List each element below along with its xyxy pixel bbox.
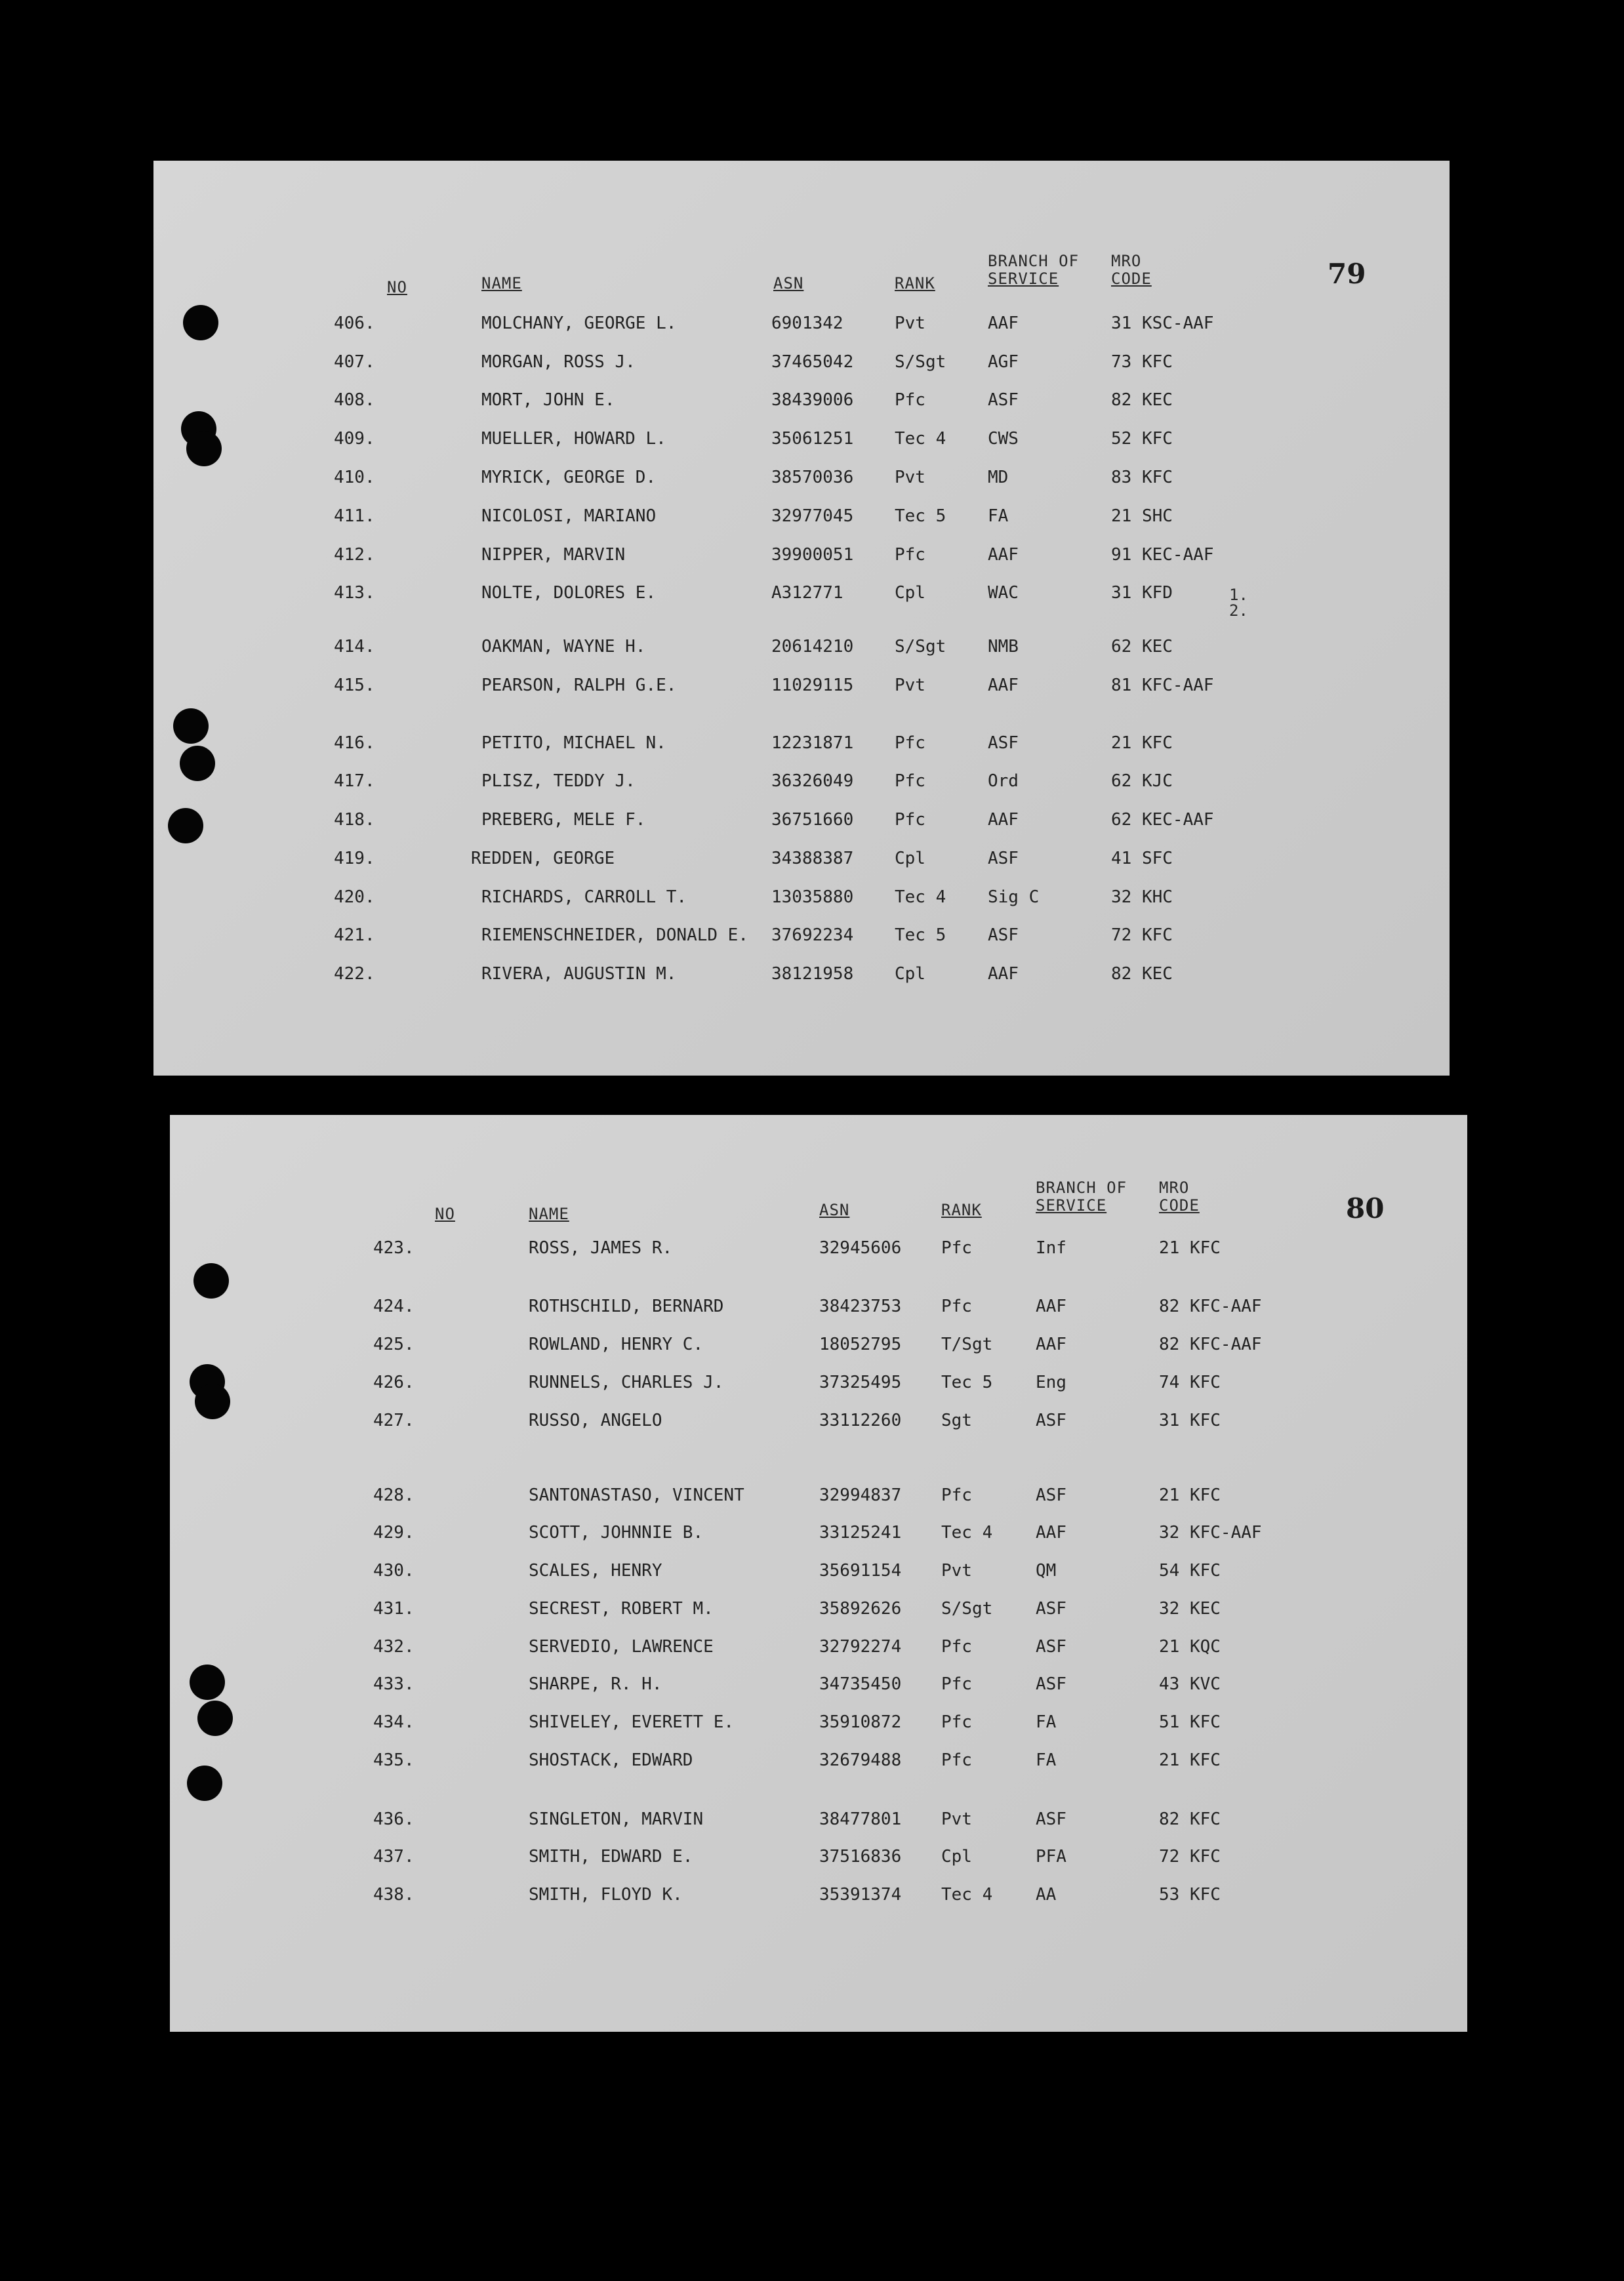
roster-row bbox=[153, 387, 1450, 413]
page-number: 80 bbox=[1346, 1192, 1385, 1224]
row-mro: 72 KFC bbox=[1111, 925, 1173, 945]
row-asn: 39900051 bbox=[771, 545, 854, 565]
row-name: MORGAN, ROSS J. bbox=[481, 352, 636, 372]
row-branch: AAF bbox=[1036, 1297, 1066, 1316]
roster-sheet-page-79 bbox=[153, 161, 1450, 1076]
row-asn: 38121958 bbox=[771, 964, 854, 984]
row-name: SERVEDIO, LAWRENCE bbox=[529, 1637, 714, 1657]
header-no: NO bbox=[387, 278, 407, 296]
roster-row bbox=[170, 1520, 1467, 1546]
row-number: 433. bbox=[373, 1674, 415, 1694]
row-mro: 82 KEC bbox=[1111, 964, 1173, 984]
row-asn: 35910872 bbox=[819, 1712, 902, 1732]
row-branch: AAF bbox=[988, 313, 1019, 333]
row-mro: 52 KFC bbox=[1111, 429, 1173, 449]
row-rank: Pfc bbox=[941, 1238, 972, 1258]
roster-row bbox=[170, 1747, 1467, 1773]
row-branch: FA bbox=[1036, 1712, 1057, 1732]
row-asn: 32945606 bbox=[819, 1238, 902, 1258]
row-branch: AAF bbox=[1036, 1335, 1066, 1354]
roster-row bbox=[153, 503, 1450, 529]
roster-row bbox=[170, 1558, 1467, 1584]
row-branch: AAF bbox=[1036, 1523, 1066, 1543]
row-rank: Pfc bbox=[895, 771, 925, 791]
header-branch-line2: SERVICE bbox=[1036, 1196, 1107, 1215]
row-mro: 74 KFC bbox=[1159, 1373, 1221, 1392]
roster-row bbox=[153, 884, 1450, 910]
header-branch-line1: BRANCH OF bbox=[1036, 1179, 1127, 1197]
row-rank: S/Sgt bbox=[895, 637, 946, 656]
row-branch: ASF bbox=[1036, 1599, 1066, 1619]
row-branch: AGF bbox=[988, 352, 1019, 372]
row-branch: ASF bbox=[988, 390, 1019, 410]
roster-row bbox=[153, 807, 1450, 833]
row-asn: 32994837 bbox=[819, 1485, 902, 1505]
header-no: NO bbox=[435, 1205, 455, 1223]
row-branch: PFA bbox=[1036, 1847, 1066, 1867]
row-asn: 38439006 bbox=[771, 390, 854, 410]
row-number: 421. bbox=[334, 925, 375, 945]
row-branch: ASF bbox=[1036, 1809, 1066, 1829]
header-rank: RANK bbox=[895, 274, 935, 293]
roster-row bbox=[170, 1331, 1467, 1358]
row-branch: WAC bbox=[988, 583, 1019, 603]
roster-row bbox=[170, 1369, 1467, 1396]
row-number: 412. bbox=[334, 545, 375, 565]
margin-note: 1. bbox=[1229, 586, 1248, 604]
row-name: RUNNELS, CHARLES J. bbox=[529, 1373, 724, 1392]
row-rank: Pvt bbox=[895, 468, 925, 487]
row-asn: 20614210 bbox=[771, 637, 854, 656]
roster-row bbox=[153, 730, 1450, 756]
row-branch: ASF bbox=[1036, 1411, 1066, 1430]
header-mro-line1: MRO bbox=[1159, 1179, 1190, 1197]
row-asn: 12231871 bbox=[771, 733, 854, 753]
row-name: RICHARDS, CARROLL T. bbox=[481, 887, 687, 907]
row-name: PETITO, MICHAEL N. bbox=[481, 733, 666, 753]
row-mro: 62 KJC bbox=[1111, 771, 1173, 791]
row-name: OAKMAN, WAYNE H. bbox=[481, 637, 646, 656]
header-name: NAME bbox=[529, 1205, 569, 1223]
row-rank: Tec 5 bbox=[895, 506, 946, 526]
row-mro: 21 SHC bbox=[1111, 506, 1173, 526]
row-mro: 32 KHC bbox=[1111, 887, 1173, 907]
row-rank: T/Sgt bbox=[941, 1335, 993, 1354]
row-number: 422. bbox=[334, 964, 375, 984]
row-branch: NMB bbox=[988, 637, 1019, 656]
row-asn: 6901342 bbox=[771, 313, 843, 333]
header-asn: ASN bbox=[819, 1201, 850, 1219]
row-number: 407. bbox=[334, 352, 375, 372]
row-asn: 13035880 bbox=[771, 887, 854, 907]
row-rank: Tec 5 bbox=[895, 925, 946, 945]
row-mro: 32 KEC bbox=[1159, 1599, 1221, 1619]
row-rank: Pvt bbox=[895, 676, 925, 695]
row-branch: Eng bbox=[1036, 1373, 1066, 1392]
row-mro: 21 KQC bbox=[1159, 1637, 1221, 1657]
row-asn: 33125241 bbox=[819, 1523, 902, 1543]
row-name: SINGLETON, MARVIN bbox=[529, 1809, 704, 1829]
row-asn: 37692234 bbox=[771, 925, 854, 945]
row-number: 424. bbox=[373, 1297, 415, 1316]
row-rank: Sgt bbox=[941, 1411, 972, 1430]
row-branch: ASF bbox=[988, 733, 1019, 753]
row-rank: Pfc bbox=[895, 733, 925, 753]
row-number: 411. bbox=[334, 506, 375, 526]
row-number: 436. bbox=[373, 1809, 415, 1829]
row-rank: Pfc bbox=[941, 1297, 972, 1316]
roster-row bbox=[170, 1634, 1467, 1660]
row-asn: 34735450 bbox=[819, 1674, 902, 1694]
row-name: SHIVELEY, EVERETT E. bbox=[529, 1712, 735, 1732]
row-asn: 35892626 bbox=[819, 1599, 902, 1619]
row-mro: 62 KEC-AAF bbox=[1111, 810, 1214, 830]
row-name: NOLTE, DOLORES E. bbox=[481, 583, 657, 603]
roster-row bbox=[170, 1235, 1467, 1261]
row-asn: 38423753 bbox=[819, 1297, 902, 1316]
header-mro bbox=[1111, 252, 1152, 288]
row-rank: Pfc bbox=[941, 1712, 972, 1732]
row-branch: MD bbox=[988, 468, 1009, 487]
row-name: NIPPER, MARVIN bbox=[481, 545, 626, 565]
row-mro: 83 KFC bbox=[1111, 468, 1173, 487]
row-mro: 21 KFC bbox=[1159, 1485, 1221, 1505]
row-number: 423. bbox=[373, 1238, 415, 1258]
row-mro: 72 KFC bbox=[1159, 1847, 1221, 1867]
row-name: MUELLER, HOWARD L. bbox=[481, 429, 666, 449]
row-branch: FA bbox=[988, 506, 1009, 526]
row-asn: 32792274 bbox=[819, 1637, 902, 1657]
header-branch bbox=[1036, 1179, 1127, 1215]
row-asn: 34388387 bbox=[771, 849, 854, 868]
row-asn: 38570036 bbox=[771, 468, 854, 487]
row-branch: AA bbox=[1036, 1885, 1057, 1905]
row-rank: Pfc bbox=[895, 810, 925, 830]
row-mro: 91 KEC-AAF bbox=[1111, 545, 1214, 565]
row-branch: AAF bbox=[988, 676, 1019, 695]
row-name: RIEMENSCHNEIDER, DONALD E. bbox=[481, 925, 748, 945]
row-rank: Cpl bbox=[941, 1847, 972, 1867]
row-number: 429. bbox=[373, 1523, 415, 1543]
row-name: SECREST, ROBERT M. bbox=[529, 1599, 714, 1619]
row-number: 431. bbox=[373, 1599, 415, 1619]
row-asn: 36326049 bbox=[771, 771, 854, 791]
row-branch: ASF bbox=[1036, 1637, 1066, 1657]
row-number: 432. bbox=[373, 1637, 415, 1657]
row-number: 416. bbox=[334, 733, 375, 753]
row-asn: 32977045 bbox=[771, 506, 854, 526]
roster-row bbox=[170, 1293, 1467, 1320]
row-name: ROWLAND, HENRY C. bbox=[529, 1335, 704, 1354]
row-number: 410. bbox=[334, 468, 375, 487]
roster-row bbox=[153, 634, 1450, 660]
row-mro: 43 KVC bbox=[1159, 1674, 1221, 1694]
row-branch: ASF bbox=[1036, 1485, 1066, 1505]
header-mro-line1: MRO bbox=[1111, 252, 1142, 270]
row-name: PREBERG, MELE F. bbox=[481, 810, 646, 830]
row-asn: 18052795 bbox=[819, 1335, 902, 1354]
row-number: 419. bbox=[334, 849, 375, 868]
roster-row bbox=[170, 1671, 1467, 1697]
row-rank: Pfc bbox=[941, 1674, 972, 1694]
roster-row bbox=[153, 464, 1450, 491]
row-number: 409. bbox=[334, 429, 375, 449]
row-branch: ASF bbox=[1036, 1674, 1066, 1694]
row-mro: 51 KFC bbox=[1159, 1712, 1221, 1732]
row-asn: 35061251 bbox=[771, 429, 854, 449]
roster-row bbox=[153, 672, 1450, 698]
row-rank: Tec 4 bbox=[941, 1885, 993, 1905]
row-name: RIVERA, AUGUSTIN M. bbox=[481, 964, 677, 984]
row-name: SMITH, FLOYD K. bbox=[529, 1885, 683, 1905]
row-mro: 82 KEC bbox=[1111, 390, 1173, 410]
row-name: PEARSON, RALPH G.E. bbox=[481, 676, 677, 695]
row-name: ROTHSCHILD, BERNARD bbox=[529, 1297, 724, 1316]
row-number: 413. bbox=[334, 583, 375, 603]
row-mro: 53 KFC bbox=[1159, 1885, 1221, 1905]
row-branch: FA bbox=[1036, 1750, 1057, 1770]
row-mro: 31 KFD bbox=[1111, 583, 1173, 603]
row-number: 430. bbox=[373, 1561, 415, 1581]
row-mro: 82 KFC-AAF bbox=[1159, 1297, 1262, 1316]
roster-row bbox=[170, 1844, 1467, 1870]
row-number: 426. bbox=[373, 1373, 415, 1392]
row-branch: AAF bbox=[988, 810, 1019, 830]
header-asn: ASN bbox=[773, 274, 804, 293]
row-number: 434. bbox=[373, 1712, 415, 1732]
roster-row bbox=[153, 426, 1450, 452]
row-mro: 31 KSC-AAF bbox=[1111, 313, 1214, 333]
row-branch: AAF bbox=[988, 964, 1019, 984]
row-mro: 62 KEC bbox=[1111, 637, 1173, 656]
row-asn: 36751660 bbox=[771, 810, 854, 830]
row-name: MYRICK, GEORGE D. bbox=[481, 468, 657, 487]
row-mro: 41 SFC bbox=[1111, 849, 1173, 868]
row-number: 438. bbox=[373, 1885, 415, 1905]
row-mro: 82 KFC-AAF bbox=[1159, 1335, 1262, 1354]
row-number: 414. bbox=[334, 637, 375, 656]
header-branch-line2: SERVICE bbox=[988, 270, 1059, 288]
roster-row bbox=[153, 542, 1450, 568]
row-name: SANTONASTASO, VINCENT bbox=[529, 1485, 744, 1505]
row-asn: 38477801 bbox=[819, 1809, 902, 1829]
row-number: 420. bbox=[334, 887, 375, 907]
row-rank: S/Sgt bbox=[941, 1599, 993, 1619]
row-name: RUSSO, ANGELO bbox=[529, 1411, 662, 1430]
row-rank: Pfc bbox=[895, 545, 925, 565]
row-mro: 21 KFC bbox=[1159, 1238, 1221, 1258]
row-name: SCOTT, JOHNNIE B. bbox=[529, 1523, 704, 1543]
header-name: NAME bbox=[481, 274, 522, 293]
roster-row bbox=[170, 1596, 1467, 1622]
row-number: 418. bbox=[334, 810, 375, 830]
row-rank: Tec 4 bbox=[941, 1523, 993, 1543]
row-asn: 11029115 bbox=[771, 676, 854, 695]
row-number: 417. bbox=[334, 771, 375, 791]
row-mro: 32 KFC-AAF bbox=[1159, 1523, 1262, 1543]
row-mro: 81 KFC-AAF bbox=[1111, 676, 1214, 695]
row-number: 408. bbox=[334, 390, 375, 410]
row-asn: 35391374 bbox=[819, 1885, 902, 1905]
row-number: 437. bbox=[373, 1847, 415, 1867]
header-branch bbox=[988, 252, 1079, 288]
row-mro: 31 KFC bbox=[1159, 1411, 1221, 1430]
roster-row bbox=[153, 349, 1450, 375]
row-name: SMITH, EDWARD E. bbox=[529, 1847, 693, 1867]
row-rank: Tec 4 bbox=[895, 429, 946, 449]
row-asn: 37465042 bbox=[771, 352, 854, 372]
row-rank: Cpl bbox=[895, 583, 925, 603]
roster-row bbox=[170, 1482, 1467, 1508]
roster-row bbox=[170, 1709, 1467, 1735]
page-number: 79 bbox=[1328, 258, 1366, 290]
row-name: SCALES, HENRY bbox=[529, 1561, 662, 1581]
row-name: PLISZ, TEDDY J. bbox=[481, 771, 636, 791]
row-rank: Cpl bbox=[895, 964, 925, 984]
row-asn: 32679488 bbox=[819, 1750, 902, 1770]
roster-sheet-page-80 bbox=[170, 1115, 1467, 2032]
row-branch: QM bbox=[1036, 1561, 1057, 1581]
row-rank: Pvt bbox=[941, 1809, 972, 1829]
row-asn: 33112260 bbox=[819, 1411, 902, 1430]
row-rank: S/Sgt bbox=[895, 352, 946, 372]
row-rank: Pfc bbox=[895, 390, 925, 410]
header-rank: RANK bbox=[941, 1201, 982, 1219]
row-branch: CWS bbox=[988, 429, 1019, 449]
row-name: REDDEN, GEORGE bbox=[471, 849, 615, 868]
header-mro-line2: CODE bbox=[1159, 1196, 1200, 1215]
row-number: 428. bbox=[373, 1485, 415, 1505]
row-asn: 37516836 bbox=[819, 1847, 902, 1867]
row-name: SHOSTACK, EDWARD bbox=[529, 1750, 693, 1770]
row-asn: 37325495 bbox=[819, 1373, 902, 1392]
row-number: 406. bbox=[334, 313, 375, 333]
row-rank: Pfc bbox=[941, 1485, 972, 1505]
roster-row bbox=[170, 1407, 1467, 1434]
row-branch: ASF bbox=[988, 925, 1019, 945]
row-rank: Tec 5 bbox=[941, 1373, 993, 1392]
row-name: SHARPE, R. H. bbox=[529, 1674, 662, 1694]
row-mro: 21 KFC bbox=[1159, 1750, 1221, 1770]
roster-row bbox=[153, 580, 1450, 606]
roster-row bbox=[153, 845, 1450, 872]
roster-row bbox=[170, 1806, 1467, 1832]
row-rank: Cpl bbox=[895, 849, 925, 868]
row-branch: Ord bbox=[988, 771, 1019, 791]
row-asn: 35691154 bbox=[819, 1561, 902, 1581]
header-mro bbox=[1159, 1179, 1200, 1215]
row-mro: 21 KFC bbox=[1111, 733, 1173, 753]
row-rank: Pfc bbox=[941, 1637, 972, 1657]
row-name: MORT, JOHN E. bbox=[481, 390, 615, 410]
roster-row bbox=[153, 961, 1450, 987]
row-mro: 82 KFC bbox=[1159, 1809, 1221, 1829]
roster-row bbox=[153, 922, 1450, 948]
margin-note: 2. bbox=[1229, 601, 1248, 620]
roster-row bbox=[153, 310, 1450, 336]
row-branch: Sig C bbox=[988, 887, 1040, 907]
row-branch: AAF bbox=[988, 545, 1019, 565]
row-rank: Pvt bbox=[895, 313, 925, 333]
header-mro-line2: CODE bbox=[1111, 270, 1152, 288]
row-number: 435. bbox=[373, 1750, 415, 1770]
roster-row bbox=[170, 1882, 1467, 1908]
row-rank: Pvt bbox=[941, 1561, 972, 1581]
row-asn: A312771 bbox=[771, 583, 843, 603]
roster-row bbox=[153, 768, 1450, 794]
row-number: 425. bbox=[373, 1335, 415, 1354]
row-mro: 73 KFC bbox=[1111, 352, 1173, 372]
row-branch: Inf bbox=[1036, 1238, 1066, 1258]
row-mro: 54 KFC bbox=[1159, 1561, 1221, 1581]
row-rank: Tec 4 bbox=[895, 887, 946, 907]
row-name: NICOLOSI, MARIANO bbox=[481, 506, 657, 526]
row-name: MOLCHANY, GEORGE L. bbox=[481, 313, 677, 333]
header-branch-line1: BRANCH OF bbox=[988, 252, 1080, 270]
row-branch: ASF bbox=[988, 849, 1019, 868]
row-rank: Pfc bbox=[941, 1750, 972, 1770]
row-number: 427. bbox=[373, 1411, 415, 1430]
row-number: 415. bbox=[334, 676, 375, 695]
row-name: ROSS, JAMES R. bbox=[529, 1238, 673, 1258]
